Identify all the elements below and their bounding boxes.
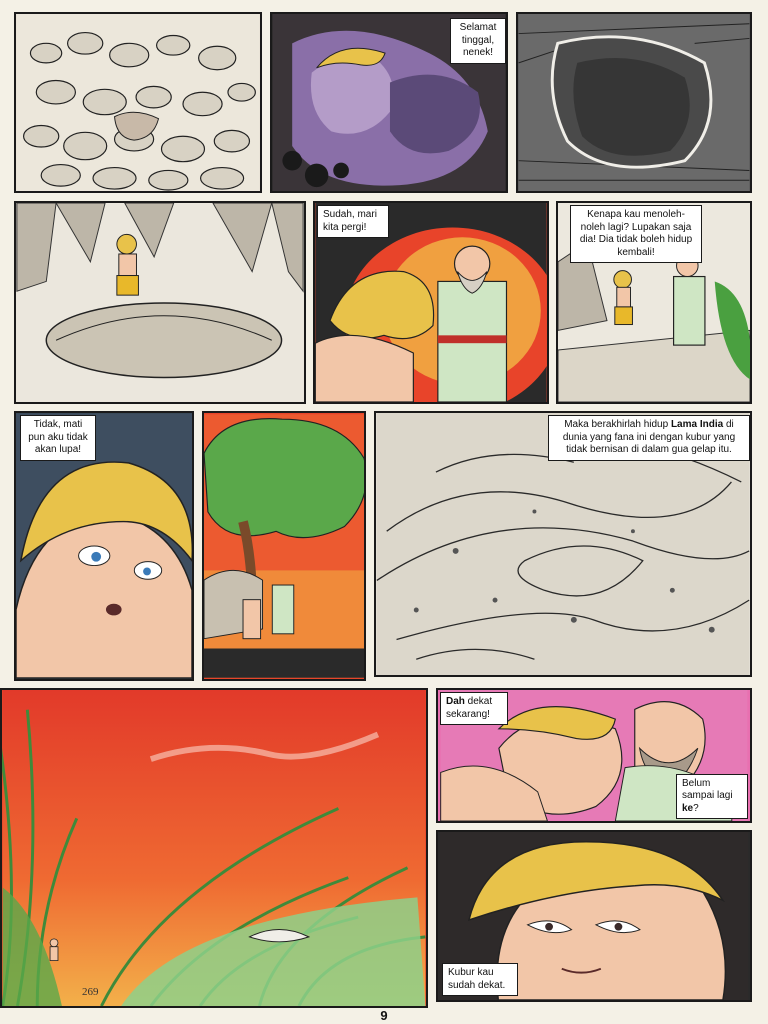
panel-cave-mouth	[516, 12, 752, 193]
sunset-grass-art	[2, 690, 426, 1006]
panel-never-forget	[14, 411, 194, 681]
panel-close-now	[436, 688, 752, 823]
speech-balloon-farewell: Selamat tinggal, nenek!	[450, 18, 506, 64]
caption-text-before: Maka berakhirlah hidup	[564, 419, 671, 430]
panel-walking-away	[556, 201, 752, 404]
narration-caption	[548, 415, 750, 461]
balloon-question-mark: ?	[693, 802, 699, 814]
panel-lets-go	[313, 201, 549, 404]
tree-path-art	[204, 413, 364, 679]
panel-boy-at-mound	[14, 201, 306, 404]
panel-farewell	[270, 12, 508, 193]
rubble-art	[16, 14, 260, 191]
panel-sunset-grass	[0, 688, 428, 1008]
speech-balloon-grave-near: Kubur kau sudah dekat.	[442, 963, 518, 996]
speech-balloon-dont-look-back: Kenapa kau menoleh-noleh lagi? Lupakan saja dia! Dia tidak boleh hidup kembali!	[570, 205, 702, 263]
caption-text-after: di dunia yang fana ini dengan kubur yang tidak bernisan di dalam gua gelap itu.	[562, 419, 736, 455]
balloon-bold-ke: ke	[682, 802, 694, 814]
speech-balloon-not-yet	[676, 774, 748, 820]
caption-name-bold: Lama India	[670, 419, 724, 430]
page-number: 9	[380, 1008, 388, 1023]
panel-tree-path	[202, 411, 366, 681]
speech-balloon-lets-go: Sudah, mari kita pergi!	[317, 205, 389, 238]
speech-balloon-never-forget: Tidak, mati pun aku tidak akan lupa!	[20, 415, 96, 461]
balloon-text-not-yet: Belum sampai lagi	[682, 777, 733, 801]
cave-mouth-art	[518, 14, 750, 191]
panel-rubble	[14, 12, 262, 193]
speech-balloon-close-now	[440, 692, 508, 725]
balloon-bold-dah: Dah	[446, 696, 465, 707]
balloon-text-close-now: dekat sekarang!	[446, 696, 493, 720]
mound-art	[16, 203, 304, 402]
panel-final-rest	[374, 411, 752, 677]
artwork-number: 269	[82, 986, 99, 998]
panel-grave-near	[436, 830, 752, 1002]
